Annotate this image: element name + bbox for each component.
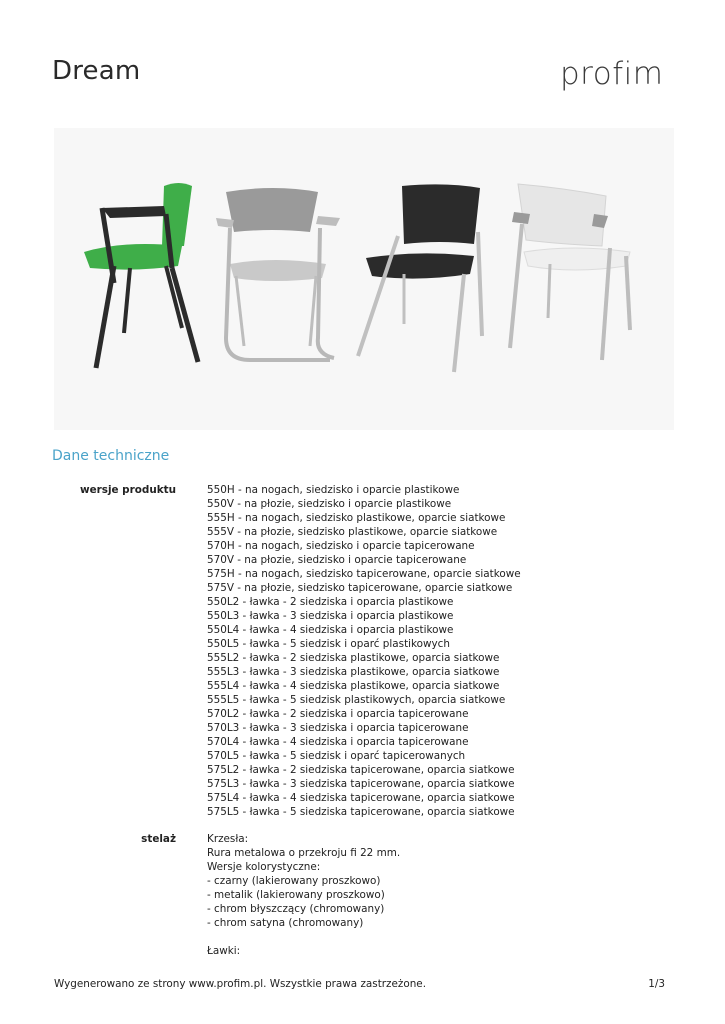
spec-line: 555V - na płozie, siedzisko plastikowe, oparcie siatkowe: [207, 526, 498, 538]
spec-line: Krzesła:: [207, 833, 249, 845]
spec-line: Rura metalowa o przekroju fi 22 mm.: [207, 847, 401, 859]
product-photo: [54, 128, 674, 430]
spec-line: 575H - na nogach, siedzisko tapicerowane, oparcie siatkowe: [207, 568, 521, 580]
spec-line: 555H - na nogach, siedzisko plastikowe, oparcie siatkowe: [207, 512, 506, 524]
spec-line: 550L3 - ławka - 3 siedziska i oparcia plastikowe: [207, 610, 454, 622]
section-title: Dane techniczne: [52, 448, 170, 464]
spec-line: 555L3 - ławka - 3 siedziska plastikowe, oparcia siatkowe: [207, 666, 500, 678]
spec-line: 550L2 - ławka - 2 siedziska i oparcia plastikowe: [207, 596, 454, 608]
spec-line: 570L2 - ławka - 2 siedziska i oparcia tapicerowane: [207, 708, 469, 720]
spec-values: [207, 832, 400, 958]
spec-label: wersje produktu: [80, 484, 176, 496]
spec-line: [207, 930, 400, 944]
spec-line: 570L4 - ławka - 4 siedziska i oparcia tapicerowane: [207, 736, 469, 748]
spec-line: 575L4 - ławka - 4 siedziska tapicerowane, oparcia siatkowe: [207, 792, 515, 804]
spec-values: [207, 483, 521, 819]
spec-line: - czarny (lakierowany proszkowo): [207, 875, 381, 887]
spec-line: 570V - na płozie, siedzisko i oparcie tapicerowane: [207, 554, 467, 566]
spec-line: 575V - na płozie, siedzisko tapicerowane, oparcie siatkowe: [207, 582, 513, 594]
white-chair: [510, 184, 630, 360]
spec-line: 550V - na płozie, siedzisko i oparcie plastikowe: [207, 498, 452, 510]
page-title: Dream: [52, 56, 141, 86]
spec-line: 550H - na nogach, siedzisko i oparcie plastikowe: [207, 484, 460, 496]
grey-cantilever-chair: [216, 188, 340, 360]
spec-line: - chrom satyna (chromowany): [207, 917, 364, 929]
green-chair: [84, 183, 198, 368]
spec-line: 575L2 - ławka - 2 siedziska tapicerowane, oparcia siatkowe: [207, 764, 515, 776]
spec-line: 555L4 - ławka - 4 siedziska plastikowe, oparcia siatkowe: [207, 680, 500, 692]
spec-line: 550L4 - ławka - 4 siedziska i oparcia plastikowe: [207, 624, 454, 636]
spec-line: 575L5 - ławka - 5 siedziska tapicerowane, oparcia siatkowe: [207, 806, 515, 818]
spec-line: 570H - na nogach, siedzisko i oparcie tapicerowane: [207, 540, 475, 552]
spec-line: Wersje kolorystyczne:: [207, 861, 321, 873]
spec-line: 550L5 - ławka - 5 siedzisk i oparć plastikowych: [207, 638, 450, 650]
spec-line: Ławki:: [207, 945, 241, 957]
black-chair: [358, 184, 482, 372]
spec-line: 570L3 - ławka - 3 siedziska i oparcia tapicerowane: [207, 722, 469, 734]
spec-line: 555L2 - ławka - 2 siedziska plastikowe, oparcia siatkowe: [207, 652, 500, 664]
profim-logo[interactable]: profim: [560, 56, 664, 92]
page-number: 1/3: [648, 978, 665, 990]
footer-copyright: Wygenerowano ze strony www.profim.pl. Wszystkie prawa zastrzeżone.: [54, 978, 426, 990]
spec-line: - chrom błyszczący (chromowany): [207, 903, 385, 915]
spec-line: 555L5 - ławka - 5 siedzisk plastikowych, oparcia siatkowe: [207, 694, 506, 706]
spec-line: 575L3 - ławka - 3 siedziska tapicerowane, oparcia siatkowe: [207, 778, 515, 790]
spec-line: - metalik (lakierowany proszkowo): [207, 889, 385, 901]
spec-line: 570L5 - ławka - 5 siedzisk i oparć tapicerowanych: [207, 750, 466, 762]
spec-label: stelaż: [141, 833, 176, 845]
